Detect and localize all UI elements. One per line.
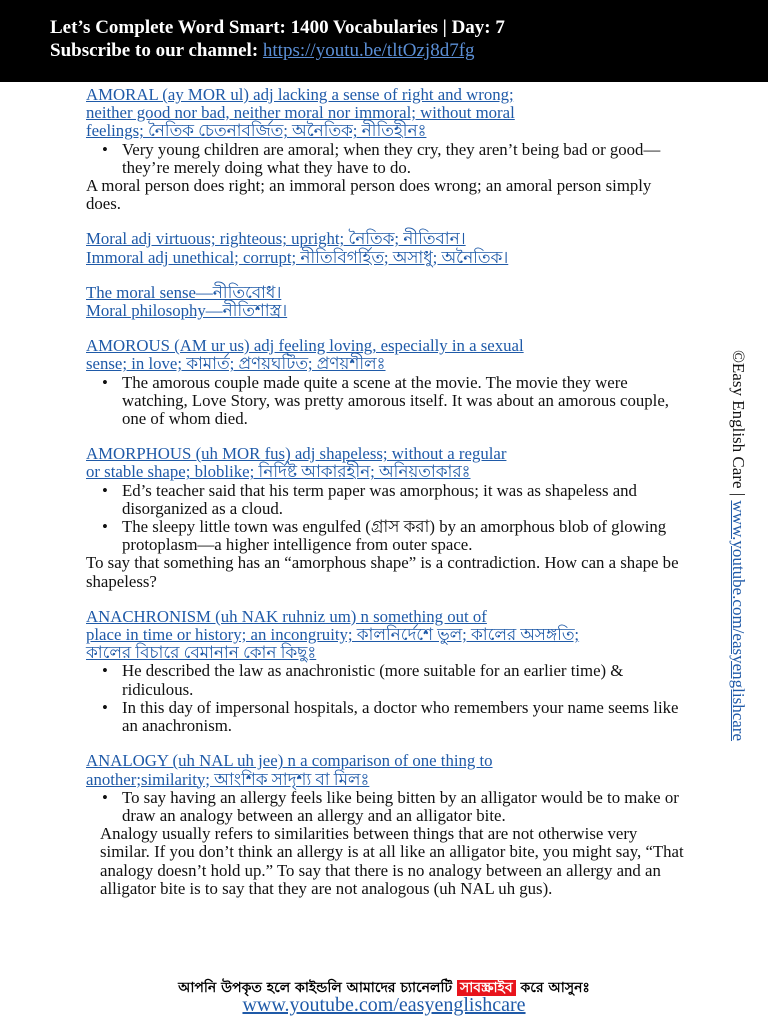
immoral-definition: Immoral adj unethical; corrupt; নীতিবিগর্হিত; অসাধু; অনৈতিক। xyxy=(86,247,509,267)
amorous-definition-line-1: AMOROUS (AM ur us) adj feeling loving, especially in a sexual xyxy=(86,336,524,356)
amorous-examples xyxy=(86,374,686,429)
subscribe-request-text-1: আপনি উপকৃত হলে কাইন্ডলি আমাদের চ্যানেলটি xyxy=(178,980,453,996)
analogy-definition-line-2: another;similarity; আংশিক সাদৃশ্য বা মিলঃ xyxy=(86,769,370,789)
amoral-example-1: • Very young children are amoral; when they cry, they aren’t being bad or good—they’re merely doing what they have to do. xyxy=(86,141,686,177)
vocabulary-content xyxy=(86,86,686,898)
amorphous-examples xyxy=(86,482,686,555)
related-words xyxy=(86,230,686,320)
amoral-examples xyxy=(86,141,686,177)
channel-link[interactable]: https://youtu.be/tltOzj8d7fg xyxy=(262,40,475,61)
entry-amoral xyxy=(86,86,686,213)
amoral-definition-line-1: AMORAL (ay MOR ul) adj lacking a sense of right and wrong; xyxy=(86,85,514,104)
amorphous-note: To say that something has an “amorphous shape” is a contradiction. How can a shape be shapeless? xyxy=(86,553,679,591)
anachronism-definition-line-3: কালের বিচারে বেমানান কোন কিছুঃ xyxy=(86,643,317,663)
entry-amorous xyxy=(86,337,686,428)
moral-definition: Moral adj virtuous; righteous; upright; নৈতিক; নীতিবান। xyxy=(86,229,466,249)
side-watermark xyxy=(728,350,748,741)
footer-channel-link[interactable]: www.youtube.com/easyenglishcare xyxy=(242,994,526,1016)
amorous-example-1: • The amorous couple made quite a scene at the movie. The movie they were watching, Love Story, was pretty amorous itself. It was about an amorous couple, one of whom died. xyxy=(86,374,686,429)
entry-analogy xyxy=(86,752,686,898)
amorphous-example-2: • The sleepy little town was engulfed (গ্রাস করা) by an amorphous blob of glowing protoplasm—a higher intelligence from outer space. xyxy=(86,518,686,554)
header-banner xyxy=(0,0,768,82)
side-channel-link[interactable]: www.youtube.com/easyenglishcare xyxy=(729,500,748,742)
amorphous-definition-line-2: or stable shape; bloblike; নির্দিষ্ট আকারহীন; অনিয়তাকারঃ xyxy=(86,462,471,482)
analogy-note: Analogy usually refers to similarities between things that are not otherwise very similar. If you don’t think an allergy is at all like an alligator bite, you might say, “That analogy doesn’t hold up.” To say that there is no analogy between an allergy and an alligator bite is to say that they are not analogous (uh NAL uh gus). xyxy=(100,824,684,898)
moral-philosophy-phrase: Moral philosophy—নীতিশাস্ত্র। xyxy=(86,301,288,321)
entry-amorphous xyxy=(86,445,686,591)
analogy-definition-line-1: ANALOGY (uh NAL uh jee) n a comparison of one thing to xyxy=(86,751,493,771)
anachronism-examples xyxy=(86,662,686,735)
subscribe-highlight: সাবস্ক্রাইব xyxy=(457,980,516,996)
subscribe-request-text-2: করে আসুনঃ xyxy=(520,980,590,996)
anachronism-definition-line-1: ANACHRONISM (uh NAK ruhniz um) n something out of xyxy=(86,606,487,626)
amorphous-definition-line-1: AMORPHOUS (uh MOR fus) adj shapeless; without a regular xyxy=(86,444,507,464)
anachronism-example-2: • In this day of impersonal hospitals, a doctor who remembers your name seems like an anachronism. xyxy=(86,699,686,735)
entry-anachronism xyxy=(86,608,686,735)
subscribe-label: Subscribe to our channel: xyxy=(50,40,259,61)
amoral-definition-line-2: neither good nor bad, neither moral nor immoral; without moral xyxy=(86,103,515,123)
subscribe-line xyxy=(50,39,768,62)
moral-sense-phrase: The moral sense—নীতিবোধ। xyxy=(86,282,282,302)
anachronism-example-1: • He described the law as anachronistic (more suitable for an earlier time) & ridiculous. xyxy=(86,662,686,698)
amoral-definition-line-3: feelings; নৈতিক চেতনাবর্জিত; অনৈতিক; নীতিহীনঃ xyxy=(86,121,427,141)
anachronism-definition-line-2: place in time or history; an incongruity; কালনির্দেশে ভুল; কালের অসঙ্গতি; xyxy=(86,625,580,645)
analogy-example-1: • To say having an allergy feels like being bitten by an alligator would be to make or draw an analogy between an allergy and an alligator bite. xyxy=(86,789,686,825)
amoral-note: A moral person does right; an immoral person does wrong; an amoral person simply does. xyxy=(86,176,652,214)
amorous-definition-line-2: sense; in love; কামার্ত; প্রণয়ঘটিত; প্রণয়শীলঃ xyxy=(86,354,386,374)
amorphous-example-1: • Ed’s teacher said that his term paper was amorphous; it was as shapeless and disorganized as a cloud. xyxy=(86,482,686,518)
copyright-text: ©Easy English Care | xyxy=(729,350,748,497)
page-title: Let’s Complete Word Smart: 1400 Vocabularies | Day: 7 xyxy=(50,17,505,38)
analogy-examples xyxy=(86,789,686,825)
